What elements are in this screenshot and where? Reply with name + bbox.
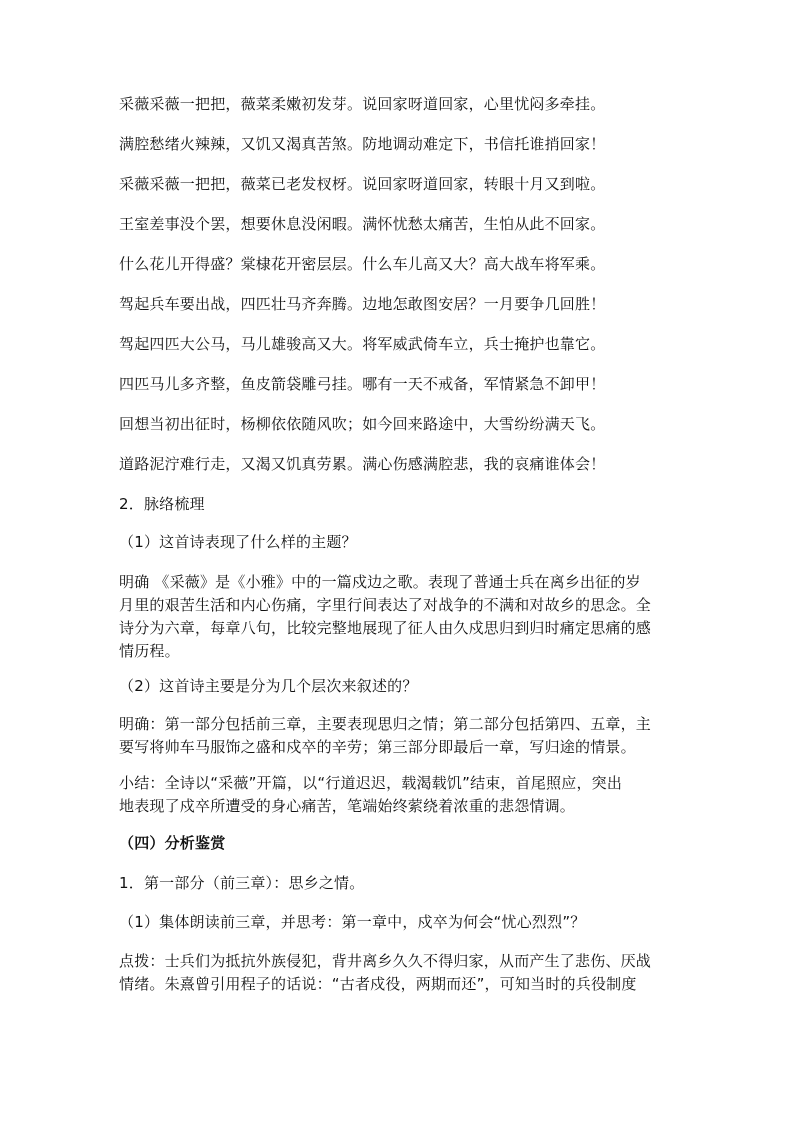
part-one-heading: 1．第一部分（前三章）：思乡之情。	[119, 874, 365, 892]
point-line-2: 情绪。朱熹曾引用程子的话说：“古者戍役，两期而还”，可知当时的兵役制度	[119, 975, 637, 993]
question-theme: （1）这首诗表现了什么样的主题？	[119, 533, 357, 551]
verse-line-2: 满腔愁绪火辣辣，又饥又渴真苦煞。防地调动难定下，书信托谁捎回家！	[119, 135, 606, 153]
verse-line-3: 采薇采薇一把把，薇菜已老发杈枒。说回家呀道回家，转眼十月又到啦。	[119, 175, 606, 193]
verse-line-5: 什么花儿开得盛？棠棣花开密层层。什么车儿高又大？高大战车将军乘。	[119, 255, 606, 273]
verse-line-8: 四匹马儿多齐整，鱼皮箭袋雕弓挂。哪有一天不戒备，军情紧急不卸甲！	[119, 375, 606, 393]
summary-line-1: 小结：全诗以“采薇”开篇，以“行道迟迟，载渴载饥”结束，首尾照应，突出	[119, 774, 623, 792]
answer-theme-line-4: 情历程。	[119, 642, 180, 660]
verse-line-6: 驾起兵车要出战，四匹壮马齐奔腾。边地怎敢图安居？一月要争几回胜！	[119, 295, 606, 313]
answer-theme-line-1: 明确 《采薇》是《小雅》中的一篇戍边之歌。表现了普通士兵在离乡出征的岁	[119, 573, 641, 591]
answer-theme-line-3: 诗分为六章，每章八句，比较完整地展现了征人由久戍思归到归时痛定思痛的感	[119, 619, 652, 637]
answer-structure-line-2: 要写将帅车马服饰之盛和戍卒的辛劳；第三部分即最后一章，写归途的情景。	[119, 738, 636, 756]
question-worry: （1）集体朗读前三章，并思考：第一章中，戍卒为何会“忧心烈烈”？	[119, 913, 586, 931]
point-line-1: 点拨：士兵们为抵抗外族侵犯，背井离乡久久不得归家，从而产生了悲伤、厌战	[119, 952, 652, 970]
summary-line-2: 地表现了戍卒所遭受的身心痛苦，笔端始终萦绕着浓重的悲怨情调。	[119, 797, 576, 815]
verse-line-10: 道路泥泞难行走，又渴又饥真劳累。满心伤感满腔悲，我的哀痛谁体会！	[119, 455, 606, 473]
question-structure: （2）这首诗主要是分为几个层次来叙述的？	[119, 677, 418, 695]
verse-line-7: 驾起四匹大公马，马儿雄骏高又大。将军威武倚车立，兵士掩护也靠它。	[119, 335, 606, 353]
answer-theme-line-2: 月里的艰苦生活和内心伤痛，字里行间表达了对战争的不满和对故乡的思念。全	[119, 596, 652, 614]
verse-line-9: 回想当初出征时，杨柳依依随风吹；如今回来路途中，大雪纷纷满天飞。	[119, 415, 606, 433]
verse-line-4: 王室差事没个罢，想要休息没闲暇。满怀忧愁太痛苦，生怕从此不回家。	[119, 215, 606, 233]
verse-line-1: 采薇采薇一把把，薇菜柔嫩初发芽。说回家呀道回家，心里忧闷多牵挂。	[119, 95, 606, 113]
answer-structure-line-1: 明确：第一部分包括前三章，主要表现思归之情；第二部分包括第四、五章，主	[119, 715, 652, 733]
section-heading-context: 2．脉络梳理	[119, 495, 205, 513]
section-heading-analysis: （四）分析鉴赏	[119, 834, 226, 852]
